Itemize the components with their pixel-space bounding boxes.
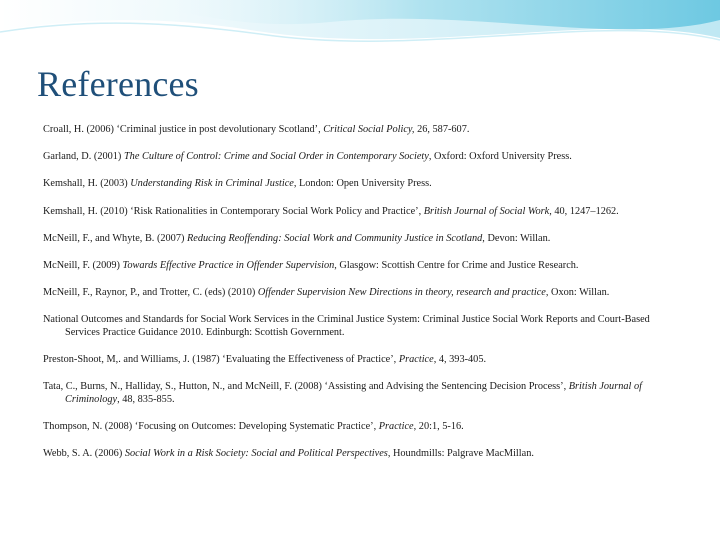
reference-text: Croall, H. (2006) ‘Criminal justice in post devolutionary Scotland’, <box>43 124 324 135</box>
reference-text: , 20:1, 5-16. <box>413 421 464 433</box>
reference-text: Garland, D. (2001) <box>43 151 124 163</box>
reference-text: , Oxford: Oxford University Press. <box>428 151 572 163</box>
reference-title-italic: Offender Supervision New Directions in theory, research and practice <box>257 287 546 299</box>
reference-text: Thompson, N. (2008) ‘Focusing on Outcomes: Developing Systematic Practice’, <box>43 421 379 433</box>
reference-text: , Houndmills: Palgrave MacMillan. <box>387 448 534 460</box>
reference-item <box>43 233 683 246</box>
reference-text: Kemshall, H. (2010) ‘Risk Rationalities in Contemporary Social Work Policy and Practice’, <box>43 205 424 217</box>
reference-text: National Outcomes and Standards for Social Work Services in the Criminal Justice System: Criminal Justice Social Work Reports and Court-Based Services Practice Guidance 2010. Edinburgh: Scottish Government. <box>43 314 650 338</box>
reference-title-italic: Practice <box>378 421 414 433</box>
reference-title-italic: British Journal of Social Work <box>423 205 550 217</box>
header-banner <box>0 0 720 60</box>
reference-item <box>43 448 683 461</box>
reference-title-italic: Critical Social Policy, <box>323 124 415 135</box>
reference-title-italic: Practice <box>398 354 434 366</box>
slide-title: References <box>37 64 199 104</box>
reference-title-italic: The Culture of Control: Crime and Social Order in Contemporary Society <box>123 151 429 163</box>
reference-item <box>43 260 683 273</box>
reference-text: , Oxon: Willan. <box>545 287 610 299</box>
reference-item <box>43 151 683 164</box>
reference-item <box>43 287 683 300</box>
reference-text: Tata, C., Burns, N., Halliday, S., Hutton, N., and McNeill, F. (2008) ‘Assisting and Advising the Sentencing Decision Process’, <box>43 381 569 393</box>
reference-item <box>43 354 683 367</box>
reference-title-italic: Towards Effective Practice in Offender Supervision <box>122 259 335 271</box>
reference-item <box>43 421 683 434</box>
reference-text: McNeill, F. (2009) <box>43 259 123 271</box>
reference-text: 26, 587-607. <box>414 124 470 135</box>
reference-text: McNeill, F., Raynor, P., and Trotter, C. (eds) (2010) <box>43 287 258 299</box>
reference-title-italic: British Journal of Criminology <box>65 381 642 405</box>
reference-text: , 4, 393-405. <box>433 354 487 366</box>
reference-text: , London: Open University Press. <box>293 178 432 190</box>
reference-item <box>43 314 683 339</box>
reference-item <box>43 206 683 219</box>
reference-text: , 40, 1247–1262. <box>549 205 619 217</box>
reference-title-italic: Understanding Risk in Criminal Justice <box>130 178 294 190</box>
reference-text: , 48, 835-855. <box>117 393 175 405</box>
reference-text: , Glasgow: Scottish Centre for Crime and Justice Research. <box>334 259 579 271</box>
reference-title-italic: Social Work in a Risk Society: Social and Political Perspectives <box>124 448 388 460</box>
references-list <box>43 124 683 475</box>
reference-item <box>43 381 683 406</box>
reference-title-italic: Reducing Reoffending: Social Work and Community Justice in Scotland <box>186 232 483 244</box>
reference-item <box>43 178 683 191</box>
reference-text: Preston-Shoot, M,. and Williams, J. (1987) ‘Evaluating the Effectiveness of Practice’, <box>43 354 399 366</box>
reference-item <box>43 124 683 137</box>
reference-text: , Devon: Willan. <box>482 232 551 244</box>
reference-text: Kemshall, H. (2003) <box>43 178 131 190</box>
reference-text: McNeill, F., and Whyte, B. (2007) <box>43 232 187 244</box>
reference-text: Webb, S. A. (2006) <box>43 448 125 460</box>
